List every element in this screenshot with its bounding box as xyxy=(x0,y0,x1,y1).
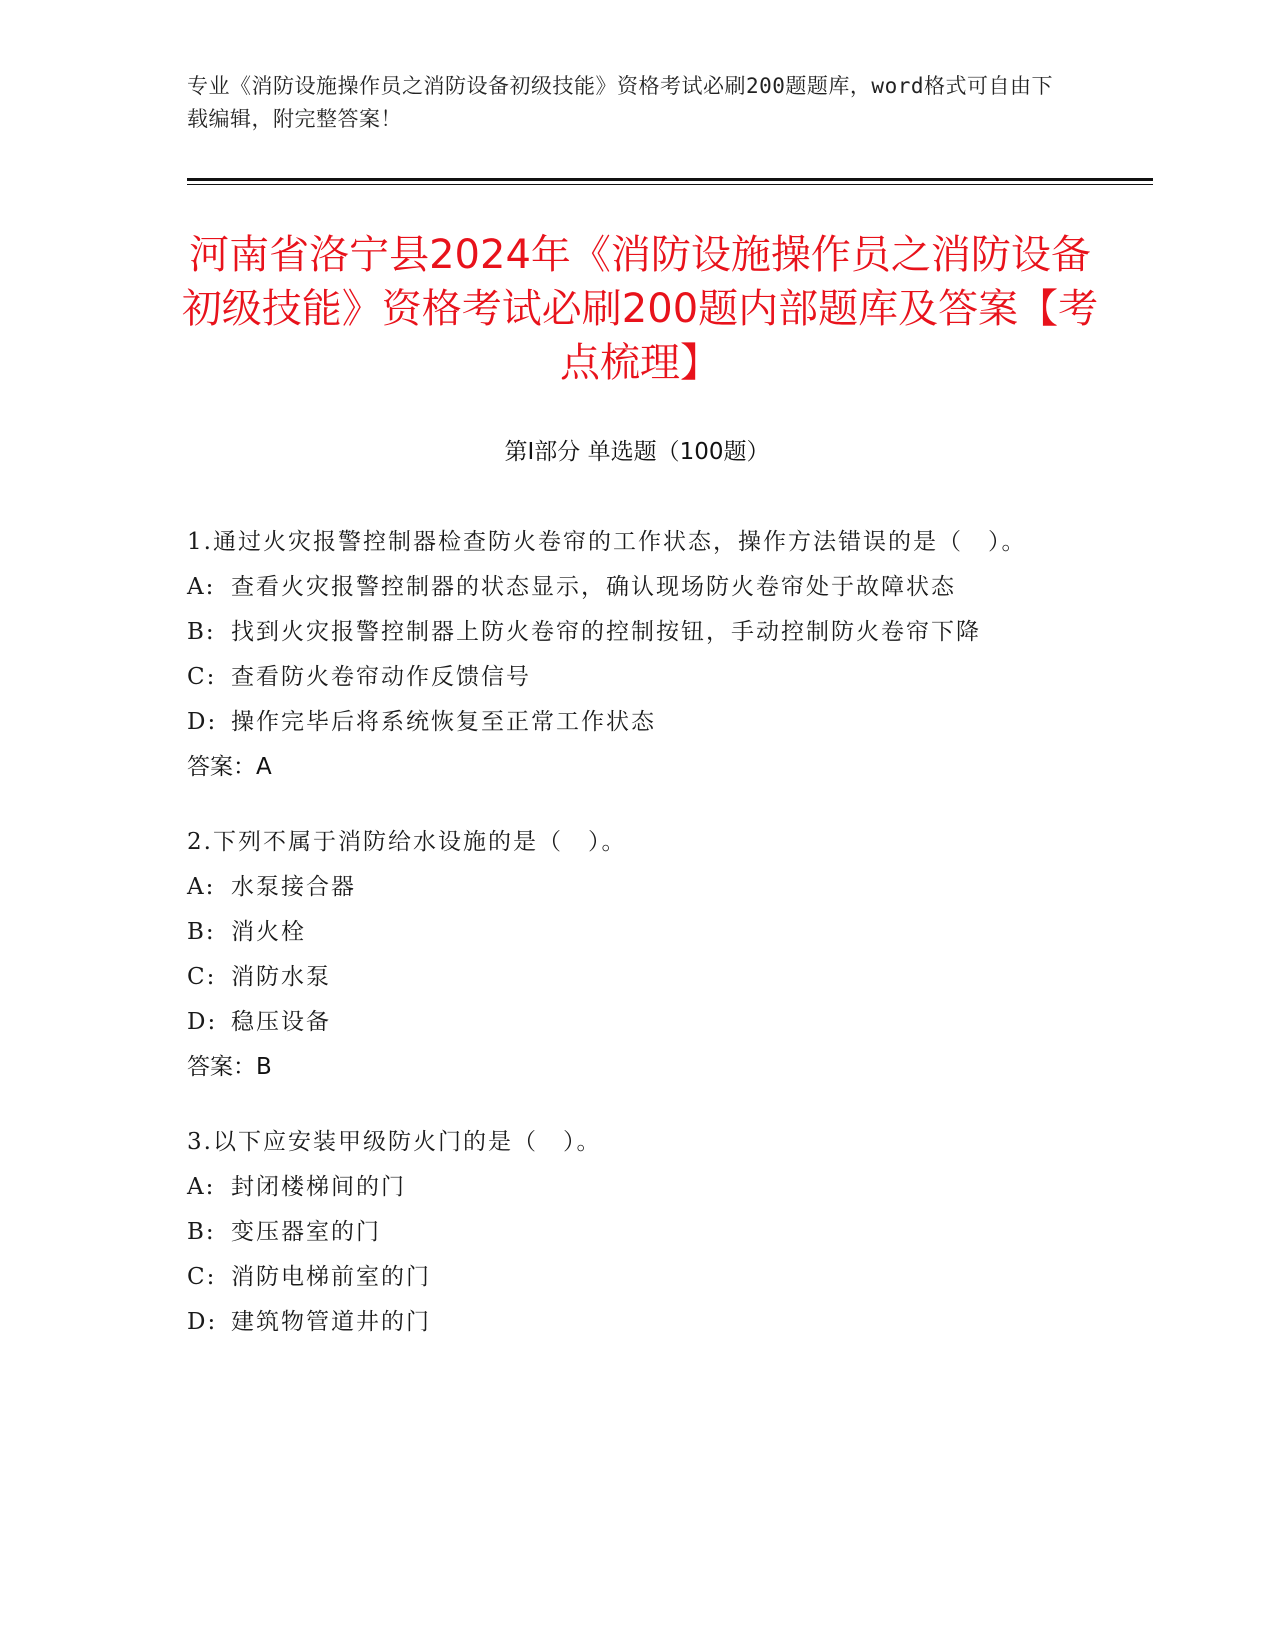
option-b xyxy=(187,1210,1067,1255)
question-2 xyxy=(187,820,1067,1090)
option-text: 封闭楼梯间的门 xyxy=(231,1174,406,1200)
option-text: 变压器室的门 xyxy=(231,1219,381,1245)
option-c xyxy=(187,1255,1067,1300)
option-text: 找到火灾报警控制器上防火卷帘的控制按钮，手动控制防火卷帘下降 xyxy=(231,619,981,645)
option-key: D: xyxy=(187,1009,218,1035)
option-key: B: xyxy=(187,919,216,945)
option-a xyxy=(187,1165,1067,1210)
option-key: C: xyxy=(187,1264,217,1290)
question-3 xyxy=(187,1120,1067,1345)
answer-line: 答案：A xyxy=(187,754,272,780)
document-title: 河南省洛宁县2024年《消防设施操作员之消防设备初级技能》资格考试必刷200题内部题库及答案【考点梳理】 xyxy=(181,232,1099,386)
option-text: 稳压设备 xyxy=(231,1009,331,1035)
option-d xyxy=(187,700,1067,745)
option-text: 建筑物管道井的门 xyxy=(231,1309,431,1335)
section-title: 第I部分 单选题（100题） xyxy=(504,439,770,465)
option-text: 水泵接合器 xyxy=(231,874,356,900)
option-text: 消防水泵 xyxy=(231,964,331,990)
option-text: 消火栓 xyxy=(231,919,306,945)
header-note: 专业《消防设施操作员之消防设备初级技能》资格考试必刷200题题库，word格式可自由下载编辑，附完整答案！ xyxy=(187,74,1053,131)
option-text: 操作完毕后将系统恢复至正常工作状态 xyxy=(231,709,656,735)
option-b xyxy=(187,910,1067,955)
option-c xyxy=(187,955,1067,1000)
option-a xyxy=(187,865,1067,910)
question-stem: 1.通过火灾报警控制器检查防火卷帘的工作状态，操作方法错误的是（ ）。 xyxy=(187,529,1027,555)
option-d xyxy=(187,1000,1067,1045)
question-list xyxy=(187,520,1067,1375)
option-key: B: xyxy=(187,619,216,645)
question-stem: 2.下列不属于消防给水设施的是（ ）。 xyxy=(187,829,627,855)
option-d xyxy=(187,1300,1067,1345)
option-key: A: xyxy=(187,574,216,600)
option-b xyxy=(187,610,1067,655)
question-1 xyxy=(187,520,1067,790)
option-text: 查看防火卷帘动作反馈信号 xyxy=(231,664,531,690)
option-key: B: xyxy=(187,1219,216,1245)
option-text: 消防电梯前室的门 xyxy=(231,1264,431,1290)
option-c xyxy=(187,655,1067,700)
option-text: 查看火灾报警控制器的状态显示，确认现场防火卷帘处于故障状态 xyxy=(231,574,956,600)
option-key: C: xyxy=(187,964,217,990)
answer-line: 答案：B xyxy=(187,1054,272,1080)
option-key: A: xyxy=(187,1174,216,1200)
question-stem: 3.以下应安装甲级防火门的是（ ）。 xyxy=(187,1129,602,1155)
option-key: A: xyxy=(187,874,216,900)
header-rule-thick xyxy=(187,178,1153,181)
option-key: D: xyxy=(187,709,218,735)
header-rule-thin xyxy=(187,184,1153,185)
option-a xyxy=(187,565,1067,610)
option-key: D: xyxy=(187,1309,218,1335)
option-key: C: xyxy=(187,664,217,690)
